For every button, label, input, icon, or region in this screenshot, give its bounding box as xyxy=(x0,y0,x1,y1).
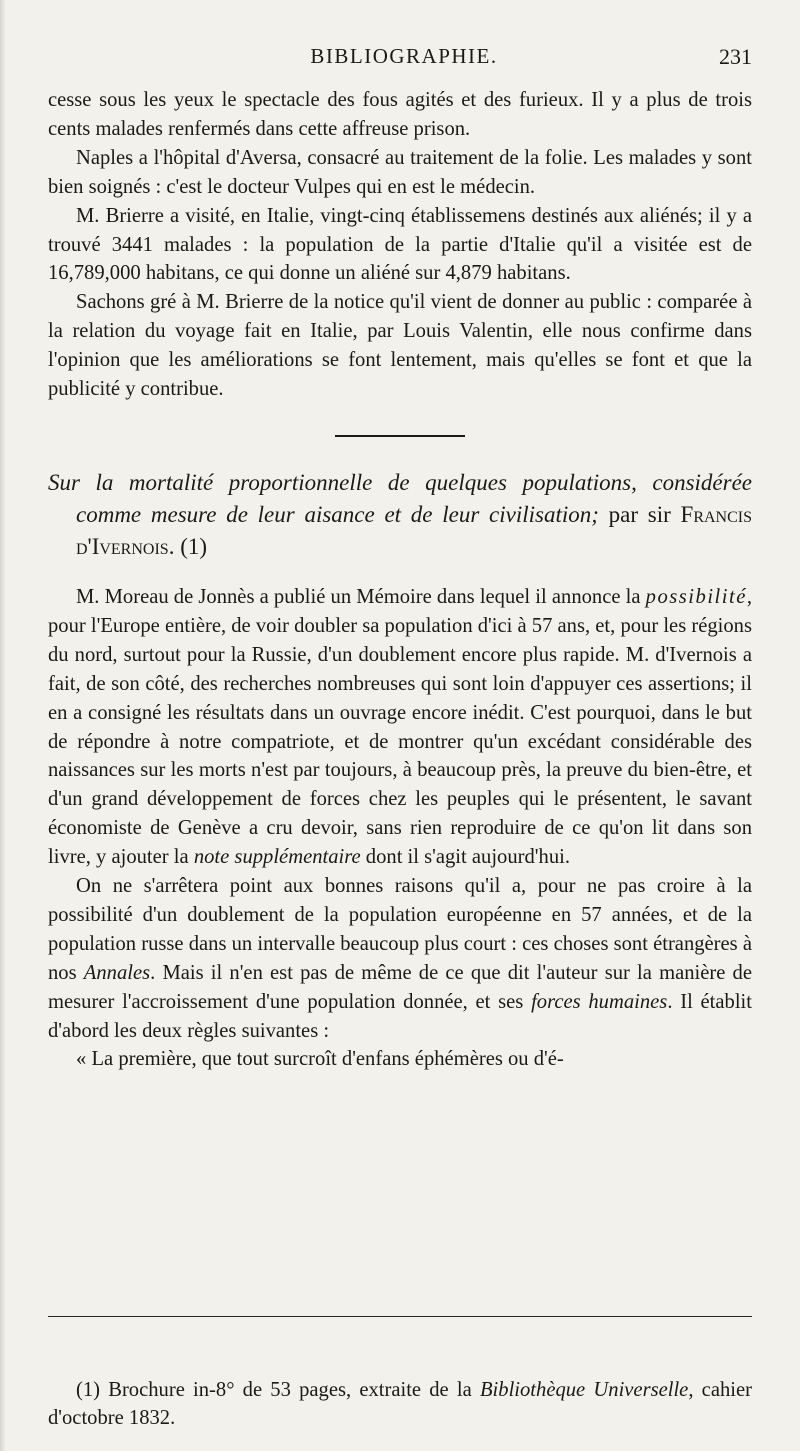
paragraph-arretera xyxy=(48,872,752,1045)
paragraph-moreau xyxy=(48,583,752,872)
footnote-rule xyxy=(48,1316,752,1317)
paragraph-continuation: cesse sous les yeux le spectacle des fous agités et des furieux. Il y a plus de trois cents malades renfermés dans cette affreuse prison. xyxy=(48,89,752,140)
author-prefix: par sir xyxy=(608,501,671,527)
title-spacing xyxy=(48,563,752,583)
paragraph-brierre-visit: M. Brierre a visité, en Italie, vingt-cinq établissemens destinés aux aliénés; il y a trouvé 3441 malades : la population de la partie d'Italie qu'il a visitée est de 16,789,000 habitans, ce qui donne un aliéné sur 4,879 habitans. xyxy=(48,204,752,285)
article-title-text: Sur la mortalité proportionnelle de quelques populations, considérée comme mesure de leur aisance et de leur civilisation; xyxy=(48,469,752,527)
paragraph-naples: Naples a l'hôpital d'Aversa, consacré au traitement de la folie. Les malades y sont bien soignés : c'est le docteur Vulpes qui en est le médecin. xyxy=(48,146,752,198)
section-separator xyxy=(335,435,465,437)
italic-forces-humaines: forces humaines xyxy=(531,990,668,1013)
page-number: 231 xyxy=(719,44,752,69)
page-body xyxy=(48,86,752,1074)
author-name: Francis d'Ivernois. xyxy=(76,501,753,559)
text-run: . Il établit d'abord les deux règles suivantes : xyxy=(48,990,752,1042)
page-header xyxy=(48,44,760,74)
text-run: . Mais il n'en est pas de même de ce que dit l'auteur sur la manière de mesurer l'accroissement d'une population donnée, et ses xyxy=(48,961,752,1013)
text-run: , pour l'Europe entière, de voir doubler sa population d'ici à 57 ans, et, pour les régions du nord, surtout pour la Russie, d'un doublement encore plus rapide. M. d'Ivernois a fait, de son côté, des recherches nombreuses qui sont loin d'appuyer ces assertions; il en a consigné les résultats dans un ouvrage encore inédit. C'est pourquoi, dans le but de répondre à notre compatriote, et de montrer qu'un excédant considérable des naissances sur les morts n'est par toujours, à beaucoup près, la preuve du bien-être, et d'un grand développement de forces chez les peuples qui le présentent, le savant économiste de Genève a cru devoir, sans rien reproduire de ce qu'on lit dans son livre, y ajouter la xyxy=(48,585,752,869)
italic-annales: Annales xyxy=(83,961,151,984)
article-title xyxy=(48,467,752,563)
paragraph-brierre-notice: Sachons gré à M. Brierre de la notice qu'il vient de donner au public : comparée à la relation du voyage fait en Italie, par Louis Valentin, elle nous confirme dans l'opinion que les améliorations se font lentement, mais qu'elles se font et que la publicité y contribue. xyxy=(48,291,752,401)
text-run: (1) Brochure in-8° de 53 pages, extraite de la xyxy=(76,1378,472,1401)
italic-bibliotheque: Bibliothèque Universelle xyxy=(479,1378,689,1401)
running-head: BIBLIOGRAPHIE. xyxy=(310,44,498,68)
italic-possibilite: possibilité xyxy=(645,585,747,608)
footnote xyxy=(48,1376,752,1432)
paragraph-premiere-regle: « La première, que tout surcroît d'enfans éphémères ou d'é- xyxy=(76,1048,564,1071)
footnote-reference: (1) xyxy=(180,533,208,559)
italic-note-supplementaire: note supplémentaire xyxy=(193,846,361,869)
text-run: , cahier d'octobre 1832. xyxy=(48,1378,752,1429)
text-run: On ne s'arrêtera point aux bonnes raisons qu'il a, pour ne pas croire à la possibilité d'un doublement de la population européenne en 57 années, et de la population russe dans un intervalle beaucoup plus court : ces choses sont étrangères à nos xyxy=(48,875,752,984)
text-run: dont il s'agit aujourd'hui. xyxy=(365,846,570,869)
text-run: M. Moreau de Jonnès a publié un Mémoire dans lequel il annonce la xyxy=(76,585,641,608)
